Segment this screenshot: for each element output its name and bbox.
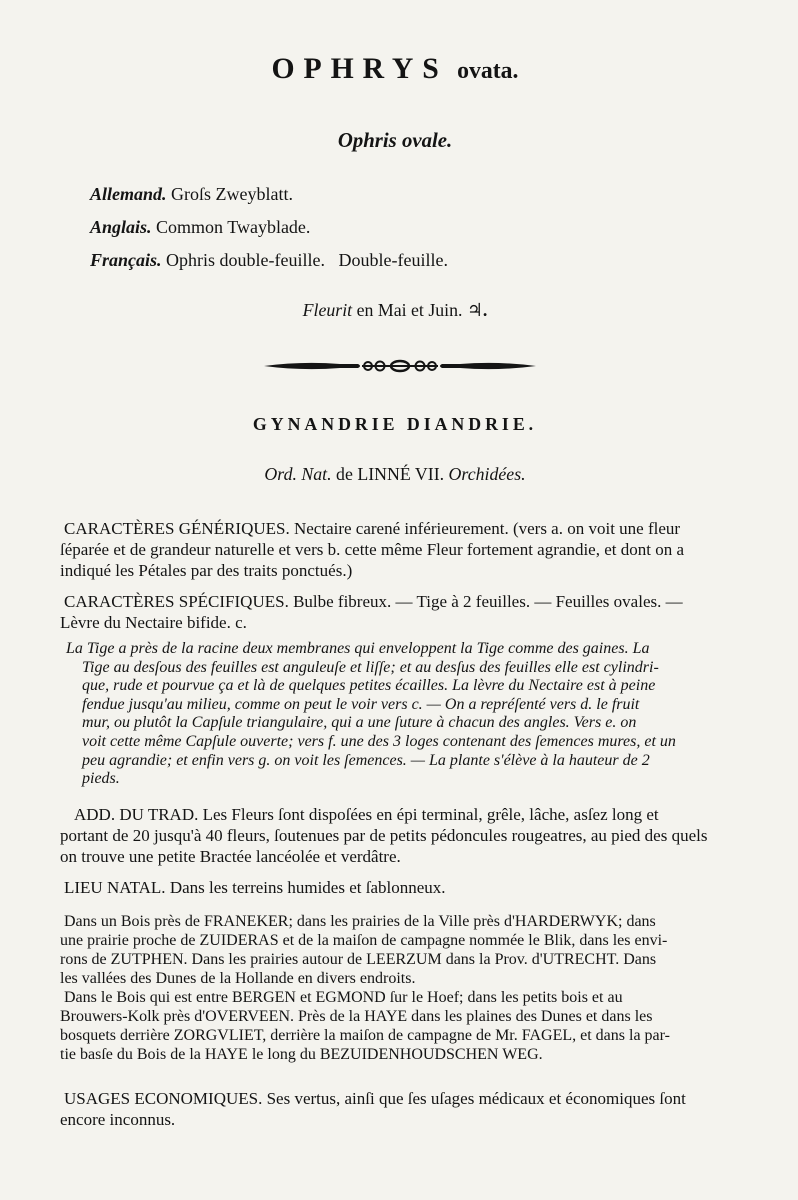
order-family: Orchidées. [448, 464, 526, 484]
text-line: les vallées des Dunes de la Hollande en divers endroits. [60, 970, 416, 987]
specific-characters [60, 591, 772, 633]
order-author: de LINNÉ VII. [336, 464, 445, 484]
habitat-label: LIEU NATAL. [64, 878, 166, 897]
text-line: mur, ou plutôt la Capſule triangulaire, qui a une ſuture à chacun des angles. Vers e. on [82, 714, 637, 732]
plant-description [66, 640, 784, 789]
page-title [0, 52, 790, 86]
text-line: CARACTÈRES SPÉCIFIQUES. Bulbe fibreux. — Tige à 2 feuilles. — Feuilles ovales. — [64, 592, 683, 611]
text-line: CARACTÈRES GÉNÉRIQUES. Nectaire carené inférieurement. (vers a. on voit une fleur [64, 519, 681, 538]
text-line: Dans un Bois près de FRANEKER; dans les prairies de la Ville près d'HARDERWYK; dans [64, 913, 656, 930]
text-line: USAGES ECONOMIQUES. Ses vertus, ainſi que ſes uſages médicaux et économiques ſont [64, 1089, 686, 1108]
language-label: Français. [90, 250, 162, 270]
french-subtitle: Ophris ovale. [337, 128, 453, 152]
text-line: Tige au desſous des feuilles est anguleuſe et liſſe; et au desſus des feuilles elle est cylindri- [82, 658, 659, 676]
text-line: Lèvre du Nectaire bifide. c. [60, 613, 247, 632]
text-line: Brouwers-Kolk près d'OVERVEEN. Près de la HAYE dans les plaines des Dunes et dans les [60, 1008, 653, 1025]
habitat-line [64, 878, 446, 898]
generic-characters [60, 518, 772, 581]
species-name: ovata. [457, 58, 519, 84]
text-line: encore inconnus. [60, 1110, 176, 1129]
flowering-label: Fleurit [302, 300, 353, 320]
common-name-english [90, 217, 310, 238]
common-name-german [90, 184, 293, 205]
text-line: que, rude et pourvue ça et là de quelques petites écailles. La lèvre du Nectaire est à peine [82, 677, 656, 695]
common-name-text: Common Twayblade. [156, 217, 311, 237]
text-line: Dans le Bois qui est entre BERGEN et EGMOND ſur le Hoef; dans les petits bois et au [64, 989, 623, 1006]
text-line: fendue jusqu'au milieu, comme on peut le voir vers c. — On a repréſenté vers d. le fruit [82, 695, 640, 713]
order-prefix: Ord. Nat. [264, 464, 332, 484]
text-line: voit cette même Capſule ouverte; vers f. une des 3 loges contenant des ſemences mures, et un [82, 732, 676, 750]
text-line: portant de 20 jusqu'à 40 fleurs, ſoutenues par de petits pédoncules rougeatres, au pied des quels [60, 826, 708, 845]
perennial-symbol: ♃. [466, 300, 488, 320]
linnaean-class: GYNANDRIE DIANDRIE. [252, 414, 538, 434]
text-line: tie basſe du Bois de la HAYE le long du BEZUIDENHOUDSCHEN WEG. [60, 1046, 543, 1063]
genus-name: OPHRYS [271, 52, 448, 85]
common-name-french [90, 250, 448, 271]
habitat-text: Dans les terreins humides et ſablonneux. [169, 878, 446, 897]
text-line: une prairie proche de ZUIDERAS et de la maiſon de campagne nommée le Blik, dans les envi- [60, 932, 668, 949]
text-line: rons de ZUTPHEN. Dans les prairies autour de LEERZUM dans la Prov. d'UTRECHT. Dans [60, 951, 657, 968]
flowering-line [0, 300, 790, 321]
natural-order-line [0, 464, 790, 485]
ornament-divider-icon [262, 358, 538, 374]
translator-addition [60, 804, 772, 867]
localities [60, 912, 772, 1064]
text-line: peu agrandie; et enfin vers g. on voit les ſemences. — La plante s'élève à la hauteur de 2 [82, 751, 650, 769]
text-line: bosquets derrière ZORGVLIET, derrière la maiſon de campagne de Mr. FAGEL, et dans la par- [60, 1027, 670, 1044]
common-name-text: Groſs Zweyblatt. [171, 184, 293, 204]
text-line: La Tige a près de la racine deux membranes qui enveloppent la Tige comme des gaines. La [66, 640, 650, 657]
language-label: Allemand. [90, 184, 167, 204]
text-line: indiqué les Pétales par des traits ponctués.) [60, 561, 353, 580]
text-line: ſéparée et de grandeur naturelle et vers b. cette même Fleur fortement agrandie, et dont on a [60, 540, 684, 559]
flowering-text: en Mai et Juin. [356, 300, 463, 320]
language-label: Anglais. [90, 217, 152, 237]
text-line: on trouve une petite Bractée lancéolée et verdâtre. [60, 847, 401, 866]
text-line: pieds. [82, 770, 120, 788]
text-line: ADD. DU TRAD. Les Fleurs ſont dispoſées en épi terminal, grêle, lâche, asſez long et [74, 805, 659, 824]
economic-uses [60, 1088, 772, 1130]
common-name-text: Ophris double-feuille. Double-feuille. [166, 250, 448, 270]
